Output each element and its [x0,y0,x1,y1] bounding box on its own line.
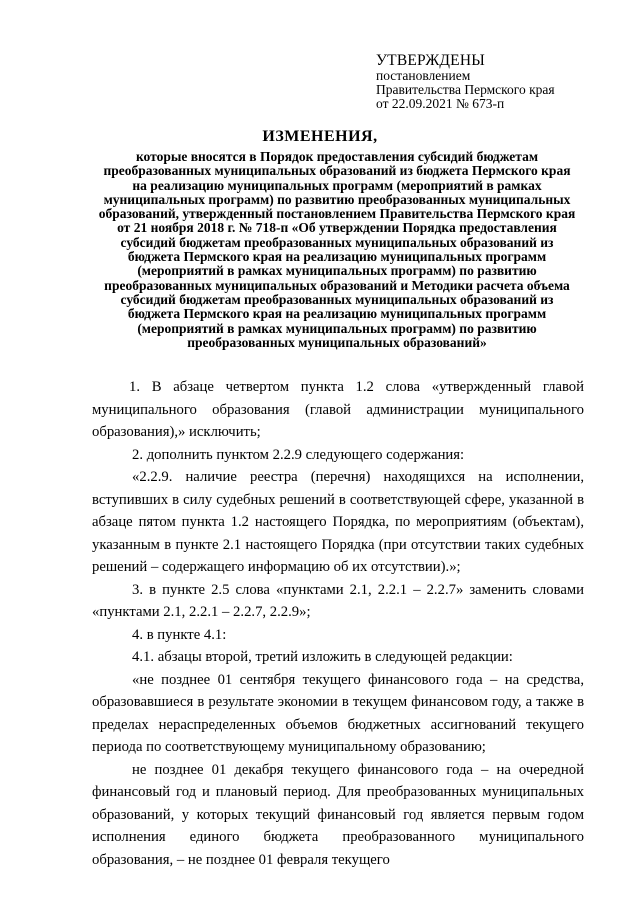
paragraph-7: «не позднее 01 сентября текущего финансового года – на средства, образовавшиеся в результате экономии в текущем финансовом году, а также в пределах нераспределенных объемов бюджетных ассигнований текущего периода по соответствующему муниципальному образованию; [92,671,584,755]
paragraph-4: 3. в пункте 2.5 слова «пунктами 2.1, 2.2.1 – 2.2.7» заменить словами «пунктами 2.1, 2.2.1 – 2.2.7, 2.2.9»; [92,581,584,620]
paragraph-5: 4. в пункте 4.1: [132,626,227,643]
paragraph-1: 1. В абзаце четвертом пункта 1.2 слова «утвержденный главой муниципального образования (главой администрации муниципального образования),» исключить; [92,379,584,440]
document-subtitle: которые вносятся в Порядок предоставления субсидий бюджетам преобразованных муниципальных образований из бюджета Пермского края на реализацию муниципальных программ (мероприятий в рамках муниципальных программ) по развитию преобразованных муниципальных образований, утвержденный постановлением Правительства Пермского края от 21 ноября 2018 г. № 718-п «Об утверждении Порядка предоставления субсидий бюджетам преобразованных муниципальных образований из бюджета Пермского края на реализацию муниципальных программ (мероприятий в рамках муниципальных программ) по развитию преобразованных муниципальных образований и Методики расчета объема субсидий бюджетам преобразованных муниципальных образований из бюджета Пермского края на реализацию муниципальных программ (мероприятий в рамках муниципальных программ) по развитию преобразованных муниципальных образований» [98,149,576,350]
approved-line-3: от 22.09.2021 № 673-п [376,96,505,111]
document-body [92,376,584,871]
paragraph-3: «2.2.9. наличие реестра (перечня) находящихся на исполнении, вступивших в силу судебных решений в соответствующей сфере, указанной в абзаце пятом пункта 1.2 настоящего Порядка, по мероприятиям (объектам), указанным в пункте 2.1 настоящего Порядка (при отсутствии таких судебных решений – содержащего информацию об их отсутствии).»; [92,469,584,575]
approved-heading: УТВЕРЖДЕНЫ [376,52,485,69]
paragraph-8: не позднее 01 декабря текущего финансового года – на очередной финансовый год и плановый период. Для преобразованных муниципальных образований, у которых текущий финансовый год является первым годом исполнения единого бюджета преобразованного муниципального образования, – не позднее 01 февраля текущего [92,761,584,868]
approved-line-2: Правительства Пермского края [376,82,555,97]
approved-line-1: постановлением [376,68,471,83]
approval-block [376,52,555,111]
document-title: ИЗМЕНЕНИЯ, [262,128,378,145]
paragraph-2: 2. дополнить пунктом 2.2.9 следующего содержания: [132,446,465,463]
paragraph-6: 4.1. абзацы второй, третий изложить в следующей редакции: [132,649,513,665]
